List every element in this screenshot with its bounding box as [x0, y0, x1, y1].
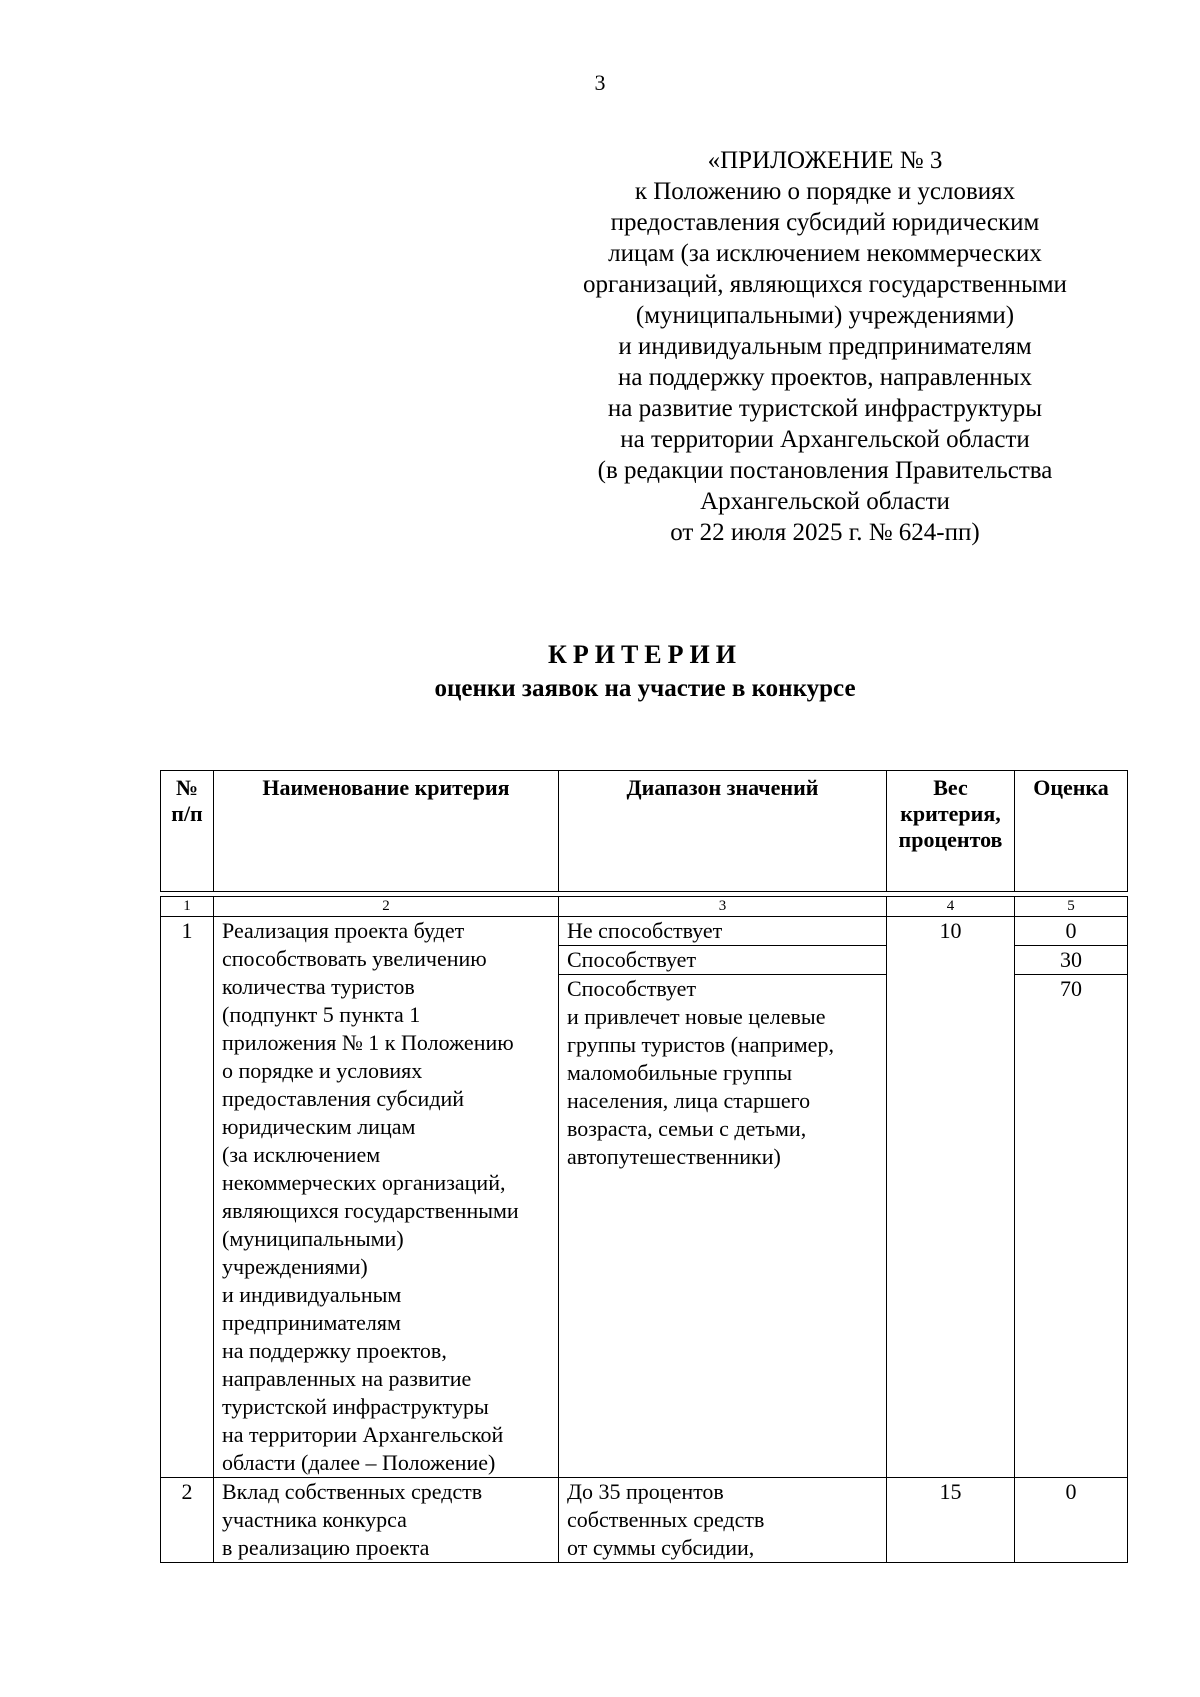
- criterion-weight: 10: [887, 917, 1015, 1478]
- criterion-name-line: и индивидуальным: [222, 1282, 402, 1307]
- appendix-line: к Положению о порядке и условиях: [634, 178, 1016, 205]
- table-row: [161, 917, 1128, 1478]
- row-number: 2: [161, 1478, 214, 1563]
- range-line: Не способствует: [567, 918, 723, 943]
- criterion-name-line: юридическим лицам: [222, 1114, 416, 1139]
- column-number: 3: [559, 897, 887, 917]
- column-number: 2: [214, 897, 559, 917]
- document-subtitle: оценки заявок на участие в конкурсе: [434, 675, 856, 702]
- page-number: 3: [594, 70, 606, 95]
- header-num: [161, 771, 214, 892]
- range-line: группы туристов (например,: [567, 1032, 834, 1057]
- range-line: возраста, семьи с детьми,: [567, 1116, 807, 1141]
- criterion-name: [214, 917, 559, 1478]
- criterion-name-line: некоммерческих организаций,: [222, 1170, 506, 1195]
- header-num-line: п/п: [171, 801, 203, 826]
- score-option: 30: [1015, 946, 1127, 975]
- header-weight-line: Вес: [933, 775, 968, 800]
- appendix-line: (муниципальными) учреждениями): [635, 302, 1015, 329]
- criterion-name-line: Вклад собственных средств: [222, 1479, 483, 1504]
- header-range: Диапазон значений: [559, 771, 887, 892]
- criterion-name-line: способствовать увеличению: [222, 946, 487, 971]
- criterion-name-line: участника конкурса: [222, 1507, 407, 1532]
- criterion-name-line: на поддержку проектов,: [222, 1338, 447, 1363]
- range-line: Способствует: [567, 976, 697, 1001]
- appendix-line: на развитие туристской инфраструктуры: [607, 395, 1043, 422]
- value-range: [559, 917, 887, 1478]
- table-row: [161, 1478, 1128, 1563]
- header-weight: [887, 771, 1015, 892]
- criterion-name-line: предоставления субсидий: [222, 1086, 465, 1111]
- criterion-name-line: (за исключением: [222, 1142, 381, 1167]
- appendix-line: и индивидуальным предпринимателям: [618, 333, 1032, 360]
- range-line: собственных средств: [567, 1507, 765, 1532]
- range-line: Способствует: [567, 947, 697, 972]
- range-option: [559, 946, 886, 975]
- criterion-name: [214, 1478, 559, 1563]
- document-title: КРИТЕРИИ: [548, 640, 742, 669]
- criterion-name-line: приложения № 1 к Положению: [222, 1030, 514, 1055]
- criteria-table-header: [160, 770, 1128, 892]
- header-weight-line: процентов: [898, 827, 1003, 852]
- appendix-line: лицам (за исключением некоммерческих: [608, 240, 1042, 267]
- score-option: 70: [1060, 976, 1082, 1001]
- appendix-line: «ПРИЛОЖЕНИЕ № 3: [707, 147, 943, 174]
- criterion-name-line: предпринимателям: [222, 1310, 401, 1335]
- appendix-heading: [545, 145, 1105, 548]
- criterion-name-line: количества туристов: [222, 974, 415, 999]
- appendix-line: предоставления субсидий юридическим: [610, 209, 1040, 236]
- criterion-name-line: о порядке и условиях: [222, 1058, 423, 1083]
- appendix-line: (в редакции постановления Правительства: [597, 457, 1053, 484]
- value-range: [559, 1478, 887, 1563]
- score-values: [1015, 917, 1128, 1478]
- appendix-line: Архангельской области: [700, 488, 950, 515]
- criterion-name-line: в реализацию проекта: [222, 1535, 430, 1560]
- range-line: и привлечет новые целевые: [567, 1004, 826, 1029]
- range-line: автопутешественники): [567, 1144, 781, 1169]
- criterion-name-line: на территории Архангельской: [222, 1422, 504, 1447]
- header-name: Наименование критерия: [214, 771, 559, 892]
- criterion-name-line: направленных на развитие: [222, 1366, 472, 1391]
- column-number: 5: [1015, 897, 1128, 917]
- criteria-table: [160, 896, 1128, 1563]
- range-line: от суммы субсидии,: [567, 1535, 755, 1560]
- row-number: 1: [161, 917, 214, 1478]
- criterion-weight: 15: [887, 1478, 1015, 1563]
- range-option: [559, 975, 886, 1171]
- criterion-name-line: туристской инфраструктуры: [222, 1394, 489, 1419]
- column-number: 4: [887, 897, 1015, 917]
- score-option: 0: [1015, 917, 1127, 946]
- criterion-name-line: Реализация проекта будет: [222, 918, 465, 943]
- criterion-name-line: учреждениями): [222, 1254, 368, 1279]
- header-num-line: №: [175, 775, 199, 800]
- appendix-line: от 22 июля 2025 г. № 624-пп): [670, 519, 980, 546]
- criterion-name-line: области (далее – Положение): [222, 1450, 496, 1475]
- criterion-name-line: (подпункт 5 пункта 1: [222, 1002, 421, 1027]
- range-line: До 35 процентов: [567, 1479, 724, 1504]
- column-number: 1: [161, 897, 214, 917]
- range-line: населения, лица старшего: [567, 1088, 811, 1113]
- header-score: Оценка: [1015, 771, 1128, 892]
- score-option: 0: [1015, 1478, 1128, 1563]
- criterion-name-line: (муниципальными): [222, 1226, 404, 1251]
- criterion-name-line: являющихся государственными: [222, 1198, 519, 1223]
- range-line: маломобильные группы: [567, 1060, 793, 1085]
- header-weight-line: критерия,: [900, 801, 1001, 826]
- appendix-line: на территории Архангельской области: [620, 426, 1030, 453]
- column-number-row: [161, 897, 1128, 917]
- appendix-line: организаций, являющихся государственными: [583, 271, 1067, 298]
- range-option: [559, 917, 886, 946]
- appendix-line: на поддержку проектов, направленных: [618, 364, 1032, 391]
